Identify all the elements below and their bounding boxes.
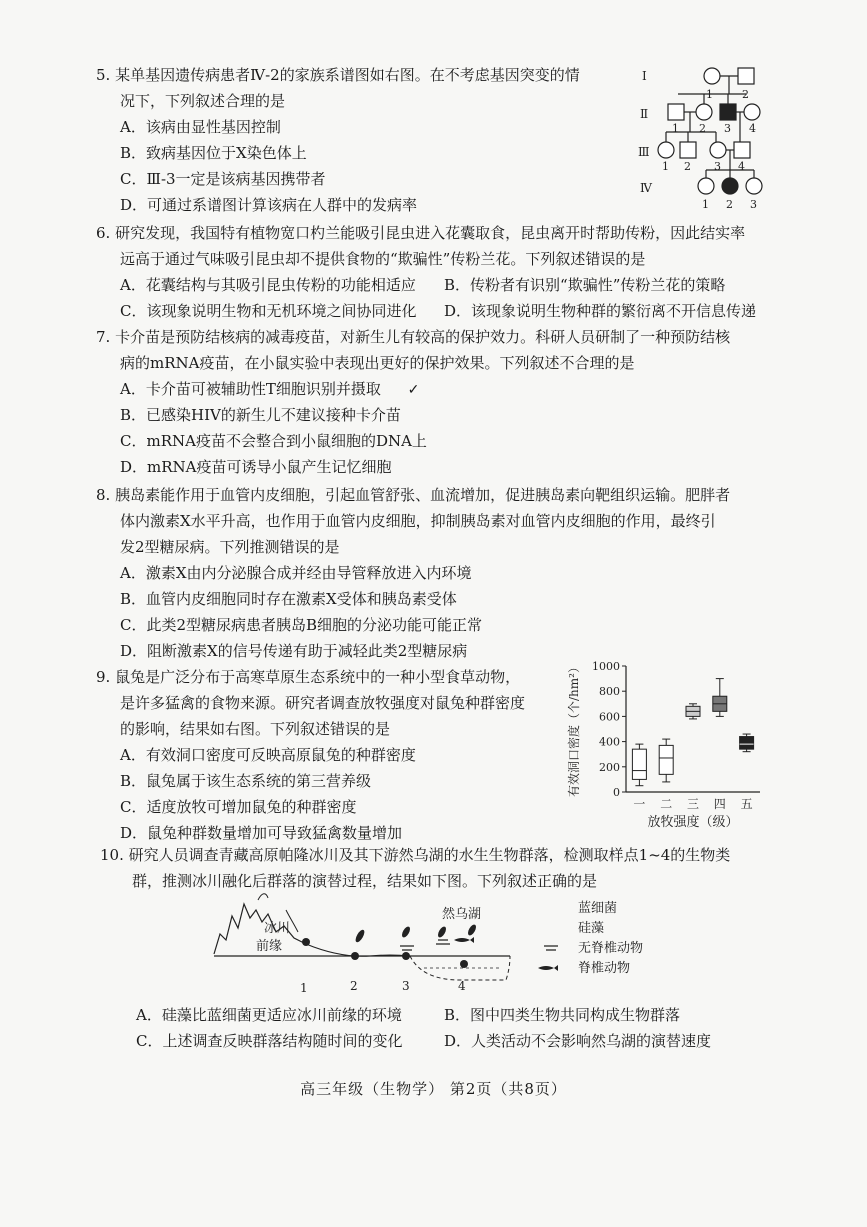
- q5-number: 5.: [96, 66, 111, 84]
- pid-ii4: 4: [749, 122, 756, 135]
- q7-option-a-text: A．卡介苗可被辅助性T细胞识别并摄取: [120, 380, 381, 398]
- fish-icon: [454, 937, 474, 943]
- point-label-1: 1: [300, 981, 308, 995]
- pid-ii2: 2: [699, 122, 706, 135]
- diatom-icon-3: [436, 925, 447, 938]
- y-tick-label: 400: [599, 735, 620, 749]
- ii2-female: [696, 104, 712, 120]
- q6-option-a: A．花囊结构与其吸引昆虫传粉的功能相适应: [120, 276, 416, 294]
- sample-point-3: [402, 952, 410, 960]
- q6-line1: [96, 222, 745, 243]
- diatom-icon-4: [466, 923, 477, 936]
- iii1-female: [658, 142, 674, 158]
- legend-vertebrate: 脊椎动物: [578, 961, 631, 976]
- box-3: [686, 704, 700, 719]
- pid-iii4: 4: [738, 160, 745, 173]
- pedigree-chart: [636, 58, 766, 210]
- diatom-icon-2: [400, 925, 411, 938]
- ii4-female: [744, 104, 760, 120]
- q10-option-a: A．硅藻比蓝细菌更适应冰川前缘的环境: [136, 1006, 402, 1024]
- point-label-2: 2: [350, 979, 358, 993]
- q9-option-a: A．有效洞口密度可反映高原鼠兔的种群密度: [120, 746, 416, 764]
- lake-name-label: 然乌湖: [442, 907, 482, 922]
- q6-stem-1: 研究发现，我国特有植物宽口杓兰能吸引昆虫进入花囊取食，昆虫离开时帮助传粉，因此结实率: [115, 224, 746, 242]
- q7-stem-2: 病的mRNA疫苗，在小鼠实验中表现出更好的保护效果。下列叙述不合理的是: [120, 354, 635, 372]
- q5-option-c: C．Ⅲ-3一定是该病基因携带者: [120, 170, 326, 188]
- x-tick-label: 五: [740, 797, 753, 811]
- q9-option-b: B．鼠兔属于该生态系统的第三营养级: [120, 772, 372, 790]
- gen-label-1: Ⅰ: [642, 69, 647, 83]
- gen-label-3: Ⅲ: [638, 145, 650, 159]
- x-tick-label: 一: [633, 797, 646, 811]
- x-tick-label: 四: [713, 797, 726, 811]
- q9-number: 9.: [96, 668, 111, 686]
- legend-invertebrate-icon: [544, 946, 558, 950]
- page-footer: 高三年级（生物学） 第2页（共8页）: [300, 1080, 567, 1098]
- iii2-male: [680, 142, 696, 158]
- i2-male: [738, 68, 754, 84]
- q6-option-b: B．传粉者有识别“欺骗性”传粉兰花的策略: [444, 276, 726, 294]
- x-tick-label: 三: [686, 797, 700, 811]
- q7-stem-1: 卡介苗是预防结核病的减毒疫苗，对新生儿有较高的保护效力。科研人员研制了一种预防结核: [115, 328, 731, 346]
- y-axis-label: 有效洞口密度（个/hm²）: [567, 661, 581, 797]
- legend-cyanobacteria: 蓝细菌: [578, 901, 618, 916]
- y-tick-label: 200: [599, 760, 620, 774]
- glacier-succession-figure: [210, 888, 680, 998]
- q7-number: 7.: [96, 328, 111, 346]
- box-2: [659, 739, 673, 782]
- pid-ii1: 1: [672, 122, 679, 135]
- q5-line1: [96, 64, 580, 85]
- q10-line1: [100, 844, 730, 865]
- sample-point-2: [351, 952, 359, 960]
- pid-i1: 1: [706, 88, 713, 101]
- point-label-4: 4: [458, 979, 466, 993]
- q6-stem-2: 远高于通过气味吸引昆虫却不提供食物的“欺骗性”传粉兰花。下列叙述错误的是: [120, 250, 646, 268]
- box-body: [659, 745, 673, 774]
- q8-line1: [96, 484, 730, 505]
- q7-option-a: [120, 378, 419, 399]
- q10-option-b: B．图中四类生物共同构成生物群落: [444, 1006, 681, 1024]
- pid-iii3: 3: [714, 160, 721, 173]
- gen-label-2: Ⅱ: [640, 107, 649, 121]
- invertebrate-icon-2: [436, 940, 450, 944]
- q8-option-b: B．血管内皮细胞同时存在激素X受体和胰岛素受体: [120, 590, 457, 608]
- pid-iii1: 1: [662, 160, 669, 173]
- legend-diatom: 硅藻: [578, 921, 605, 936]
- q9-stem-3: 的影响，结果如右图。下列叙述错误的是: [120, 720, 391, 738]
- iv1-female: [698, 178, 714, 194]
- q6-option-c: C．该现象说明生物和无机环境之间协同进化: [120, 302, 417, 320]
- pid-iv2: 2: [726, 198, 733, 210]
- iii3-female: [710, 142, 726, 158]
- iii4-male: [734, 142, 750, 158]
- box-1: [632, 744, 646, 786]
- q10-stem-2: 群，推测冰川融化后群落的演替过程，结果如下图。下列叙述正确的是: [132, 872, 598, 890]
- ii1-male: [668, 104, 684, 120]
- box-body: [740, 737, 754, 750]
- legend-fish-icon: [538, 965, 558, 971]
- diatom-icon: [354, 928, 366, 943]
- q5-stem-1: 某单基因遗传病患者Ⅳ-2的家族系谱图如右图。在不考虑基因突变的情: [115, 66, 580, 84]
- q5-stem-2: 况下，下列叙述合理的是: [120, 92, 286, 110]
- q10-number: 10.: [100, 846, 124, 864]
- legend-invertebrate: 无脊椎动物: [578, 941, 644, 956]
- q9-line1: [96, 666, 520, 687]
- q6-number: 6.: [96, 224, 111, 242]
- iv2-affected-female: [722, 178, 738, 194]
- pid-i2: 2: [742, 88, 749, 101]
- q10-option-d: D．人类活动不会影响然乌湖的演替速度: [444, 1032, 712, 1050]
- mountain-peak-icon: [258, 894, 268, 900]
- i1-female: [704, 68, 720, 84]
- q7-option-b: B．已感染HIV的新生儿不建议接种卡介苗: [120, 406, 401, 424]
- gen-label-4: Ⅳ: [640, 181, 652, 195]
- q8-stem-1: 胰岛素能作用于血管内皮细胞，引起血管舒张、血流增加，促进胰岛素向靶组织运输。肥胖者: [115, 486, 731, 504]
- q7-line1: [96, 326, 730, 347]
- pid-iv1: 1: [702, 198, 709, 210]
- y-tick-label: 800: [599, 685, 620, 699]
- y-tick-label: 0: [613, 786, 620, 799]
- y-tick-label: 600: [599, 710, 620, 724]
- q8-stem-2: 体内激素X水平升高，也作用于血管内皮细胞，抑制胰岛素对血管内皮细胞的作用，最终引: [120, 512, 716, 530]
- q8-option-c: C．此类2型糖尿病患者胰岛B细胞的分泌功能可能正常: [120, 616, 483, 634]
- box-body: [632, 749, 646, 779]
- y-tick-label: 1000: [592, 660, 620, 673]
- glacier-label-1: 冰川: [264, 921, 291, 936]
- q8-number: 8.: [96, 486, 111, 504]
- q10-option-c: C．上述调查反映群落结构随时间的变化: [136, 1032, 403, 1050]
- q8-option-a: A．激素X由内分泌腺合成并经由导管释放进入内环境: [120, 564, 472, 582]
- q10-stem-1: 研究人员调查青藏高原帕隆冰川及其下游然乌湖的水生生物群落，检测取样点1~4的生物类: [128, 846, 731, 864]
- grazing-density-chart: [560, 656, 770, 828]
- sample-point-4: [460, 960, 468, 968]
- ii3-affected-male: [720, 104, 736, 120]
- q5-option-d: D．可通过系谱图计算该病在人群中的发病率: [120, 196, 418, 214]
- iv3-female: [746, 178, 762, 194]
- x-tick-label: 二: [660, 797, 673, 811]
- glacier-label-2: 前缘: [256, 939, 283, 954]
- q5-option-b: B．致病基因位于X染色体上: [120, 144, 307, 162]
- box-5: [740, 734, 754, 752]
- q6-option-d: D．该现象说明生物种群的繁衍离不开信息传递: [444, 302, 757, 320]
- pid-iv3: 3: [750, 198, 757, 210]
- point-label-3: 3: [402, 979, 410, 993]
- pid-iii2: 2: [684, 160, 691, 173]
- q9-option-c: C．适度放牧可增加鼠兔的种群密度: [120, 798, 357, 816]
- x-axis-label: 放牧强度（级）: [647, 815, 739, 828]
- box-4: [713, 679, 727, 717]
- q7-option-d: D．mRNA疫苗可诱导小鼠产生记忆细胞: [120, 458, 392, 476]
- q8-stem-3: 发2型糖尿病。下列推测错误的是: [120, 538, 340, 556]
- check-mark-icon: ✓: [407, 382, 420, 398]
- q5-option-a: A．该病由显性基因控制: [120, 118, 281, 136]
- q9-stem-2: 是许多猛禽的食物来源。研究者调查放牧强度对鼠兔种群密度: [120, 694, 526, 712]
- q9-stem-1: 鼠兔是广泛分布于高寒草原生态系统中的一种小型食草动物，: [115, 668, 521, 686]
- pid-ii3: 3: [724, 122, 731, 135]
- invertebrate-icon: [400, 946, 414, 950]
- q7-option-c: C．mRNA疫苗不会整合到小鼠细胞的DNA上: [120, 432, 427, 450]
- q9-option-d: D．鼠兔种群数量增加可导致猛禽数量增加: [120, 824, 403, 842]
- sample-point-1: [302, 938, 310, 946]
- q8-option-d: D．阻断激素X的信号传递有助于减轻此类2型糖尿病: [120, 642, 468, 660]
